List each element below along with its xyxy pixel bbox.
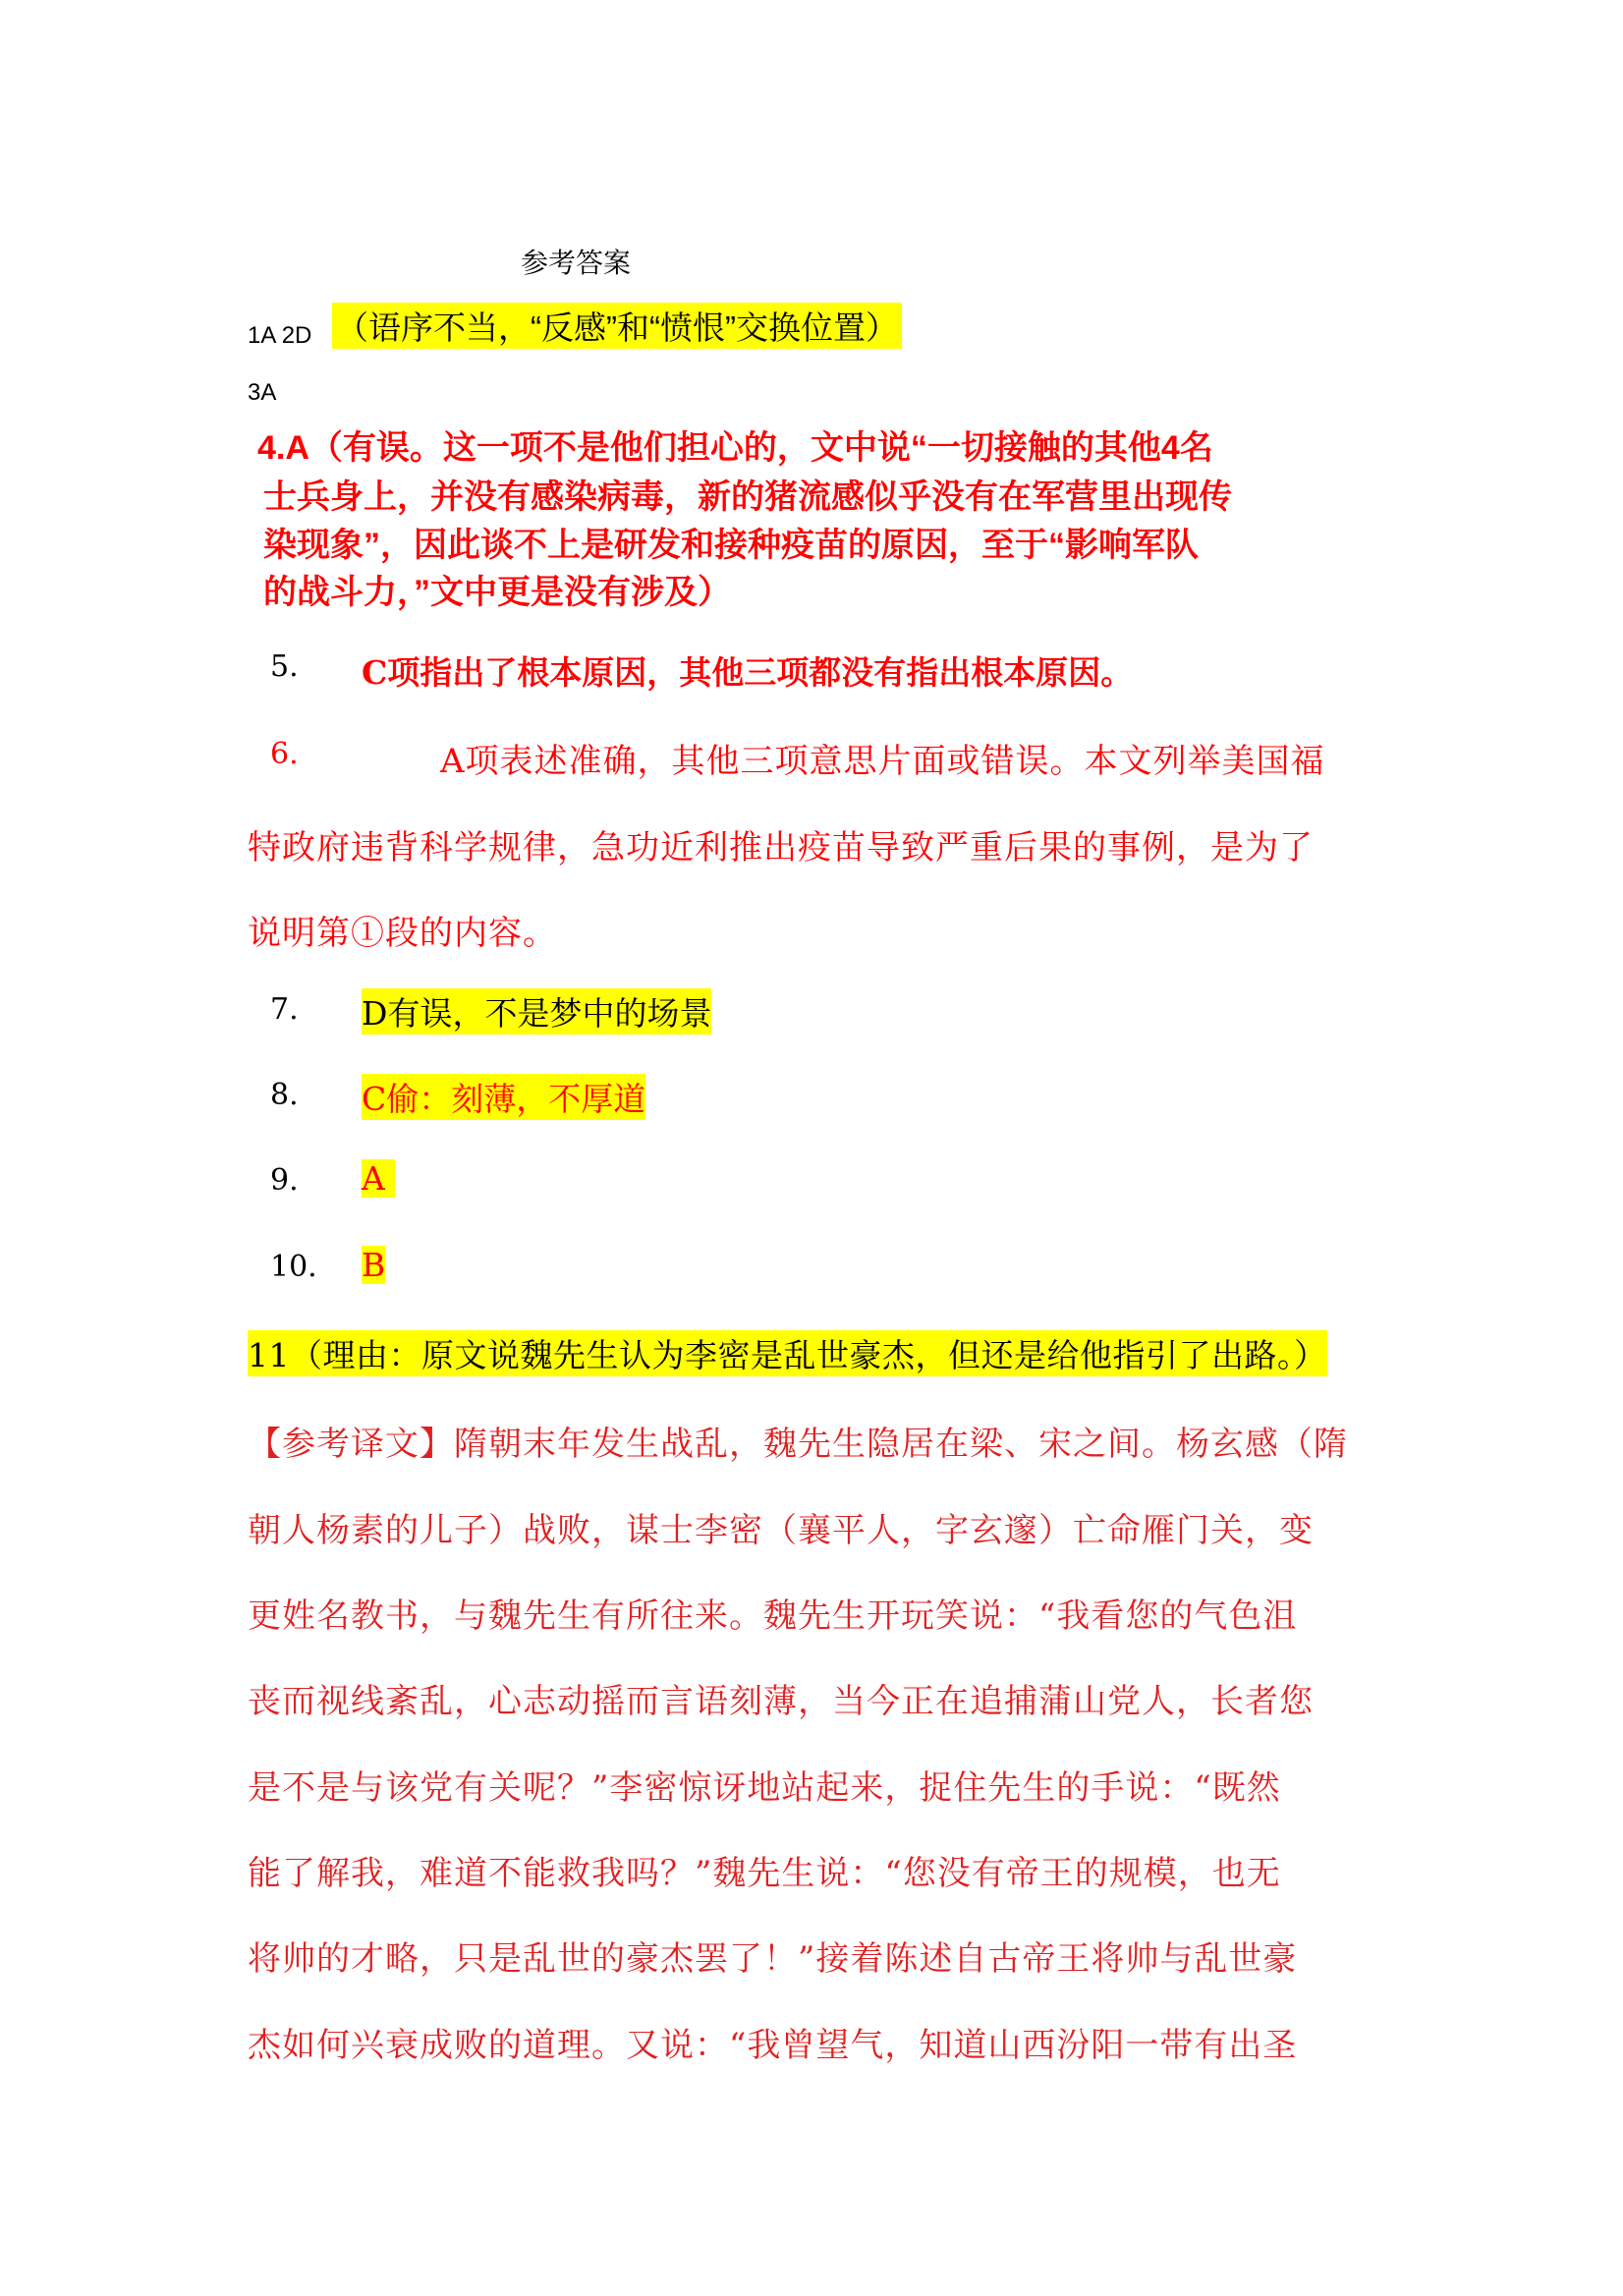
answer-4-line-2: 士兵身上，并没有感染病毒，新的猪流感似乎没有在军营里出现传 <box>263 478 1232 516</box>
answer-6-number: 6. <box>270 737 299 771</box>
translation-line-7: 将帅的才略，只是乱世的豪杰罢了！”接着陈述自古帝王将帅与乱世豪 <box>248 1939 1298 1979</box>
translation-line-2: 朝人杨素的儿子）战败，谋士李密（襄平人，字玄邃）亡命雁门关，变 <box>248 1511 1314 1550</box>
answer-9-number: 9. <box>270 1163 299 1198</box>
answer-8-text: C偷：刻薄，不厚道 <box>362 1074 645 1120</box>
answer-10-number: 10. <box>270 1250 317 1284</box>
translation-line-8: 杰如何兴衰成败的道理。又说：“我曾望气，知道山西汾阳一带有出圣 <box>248 2026 1298 2065</box>
answer-line-3a: 3A <box>248 379 277 406</box>
answer-5-number: 5. <box>270 649 299 684</box>
answer-4-line-4: 的战斗力，”文中更是没有涉及） <box>263 574 731 611</box>
answer-11-text: 11（理由：原文说魏先生认为李密是乱世豪杰，但还是给他指引了出路。） <box>248 1330 1327 1376</box>
translation-line-4: 丧而视线紊乱，心志动摇而言语刻薄，当今正在追捕蒲山党人，长者您 <box>248 1682 1314 1721</box>
answer-8-number: 8. <box>270 1078 299 1112</box>
answer-6-text-2: 特政府违背科学规律，急功近利推出疫苗导致严重后果的事例，是为了 <box>248 828 1314 868</box>
answer-2-note: （语序不当，“反感”和“愤恨”交换位置） <box>332 303 902 349</box>
translation-line-5: 是不是与该党有关呢？”李密惊讶地站起来，捉住先生的手说：“既然 <box>248 1768 1281 1808</box>
answer-10-text: B <box>362 1246 386 1284</box>
answer-7-number: 7. <box>270 992 299 1027</box>
answer-4-line-3: 染现象”，因此谈不上是研发和接种疫苗的原因，至于“影响军队 <box>263 527 1199 564</box>
answer-6-text-3: 说明第①段的内容。 <box>248 914 557 953</box>
answer-line-1a-2d: 1A 2D <box>248 322 312 349</box>
answer-4-line-1: 4.A（有误。这一项不是他们担心的，文中说“一切接触的其他4名 <box>257 429 1213 467</box>
answer-9-text: A <box>362 1159 395 1198</box>
translation-line-3: 更姓名教书，与魏先生有所往来。魏先生开玩笑说：“我看您的气色沮 <box>248 1596 1298 1636</box>
translation-line-6: 能了解我，难道不能救我吗？”魏先生说：“您没有帝王的规模，也无 <box>248 1854 1281 1893</box>
answer-5-text: C项指出了根本原因，其他三项都没有指出根本原因。 <box>362 653 1134 692</box>
page-title: 参考答案 <box>521 247 632 279</box>
translation-line-1: 【参考译文】隋朝末年发生战乱，魏先生隐居在梁、宋之间。杨玄感（隋 <box>248 1425 1348 1464</box>
answer-7-text: D有误，不是梦中的场景 <box>362 988 711 1035</box>
answer-6-text-1: A项表述准确，其他三项意思片面或错误。本文列举美国福 <box>440 742 1325 781</box>
